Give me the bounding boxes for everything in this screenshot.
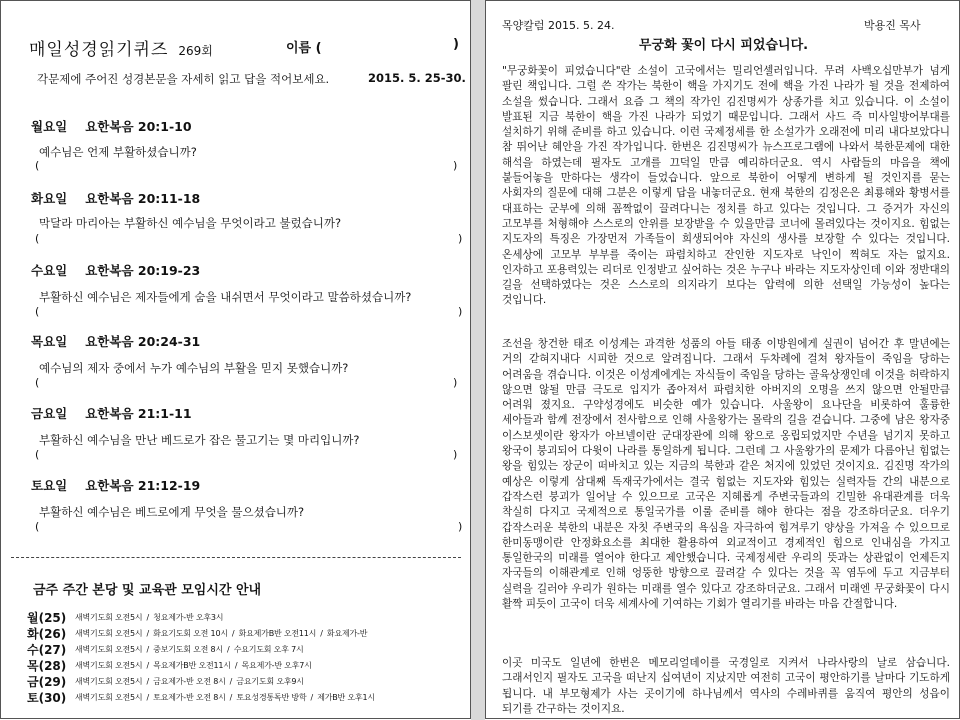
schedule-day: 수(27) — [27, 643, 67, 657]
column-page — [485, 0, 960, 719]
column-label: 목양칼럼 2015. 5. 24. — [502, 19, 615, 32]
column-paragraph: "무궁화꽃이 피었습니다"란 소설이 고국에서는 밀리언셀러입니다. 무려 사백오십만부가 넘게 팔린 책입니다. 그럴 쓴 작가는 북한이 핵을 가지기도 전에 핵을 가진 나라가 될 것을 전제하여 소설을 썼습니다. 그래서 요즘 그 책의 작가인 김진명씨가 상종가를 치고 있습니다. 이 소설이 발표된 지금 북한이 핵을 가진 나라가 되었기 때문입니다. 그래서 사드 즉 미사일방어부대를 설치하기 위해 준비를 하고 있습니다. 이런 국제정세를 한 소설가가 오래전에 미리 내다보았다니 참 뛰어난 혜안을 가진 작가입니다. 한번은 김진명씨가 뉴스프로그램에 나와서 북한문제에 대한 해석을 하였는데 필자도 고개를 끄덕일 만큼 예리하더군요. 역시 사람들의 마음을 책에 붙들어놓을 만하다는 생각이 들었습니다. 앞으로 북한이 어떻게 변하게 될 것인지를 묻는 사회자의 질문에 대해 그분은 이렇게 답을 내놓더군요. 현재 북한의 김정은은 최룡해와 황병서를 대표하는 군부에 의해 꼼짝없이 끌려다니는 정치를 하고 있다는 것입니다. 그 증거가 자신의 고모부를 처형해야 스스로의 안위를 보장받을 수 있을만큼 코너에 몰려있다는 것이지요. 힘없는 지도자의 특징은 가장먼저 가족들이 희생되어야 자신의 생사를 보장할 수 있다는 것입니다. 온세상에 고모부 부부를 죽이는 파렴치하고 잔인한 지도자로 낙인이 찍혀도 자는 없지요. 인자하고 포용력있는 리더로 인정받고 싶어하는 것은 누구나 바라는 지도자상인데 이와 정반대의 길을 선택하였다는 것은 스스로의 의지라기 보다는 압력에 의한 선택일 가능성이 높다는 것입니다. — [502, 65, 950, 307]
answer-paren-open: ( — [35, 376, 40, 389]
schedule-item: 중보기도회 오전 8시 — [153, 645, 223, 654]
day-heading — [31, 117, 192, 135]
column-paragraph: 이곳 미국도 일년에 한번은 메모리얼데이를 국경일로 지켜서 나라사랑의 날로 삼습니다. 그래서인지 필자도 고국을 떠난지 십여년이 지났지만 여전히 고국이 평안하기를 날마다 기도하게 됩니다. 내 부모형제가 사는 곳이기에 하나님께서 역사의 수레바퀴를 움직여 평안의 성읍이 되기를 간구하는 것이지요. — [502, 657, 950, 715]
column-paragraph: 조선을 창건한 태조 이성계는 과격한 성품의 아들 태종 이방원에게 실권이 넘어간 후 말년에는 거의 갇혀지내다 시피한 것으로 알려집니다. 그래서 두차례에 걸쳐 왕자들이 죽임을 당하는 어려움을 겪습니다. 이것은 이성계에게는 자식들이 죽임을 당하는 골육상쟁인데 이것을 허락하지 않으면 않될 만큼 극도로 입지가 좁아져서 파렴치한 아버지의 오명을 쓰지 않으면 안될만큼 어려워 졌지요. 구약성경에도 비슷한 예가 있습니다. 사울왕이 요나단을 비롯하여 훌륭한 세아들과 함께 전장에서 전사함으로 인해 사울왕가는 몰락의 길을 걷습니다. 그중에 남은 왕자중 이스보셋이란 왕자가 아브넬이란 군대장관에 의해 왕으로 옹립되었지만 수년을 넘기지 못하고 왕국이 붕괴되어 다윗이 나라를 통일하게 됩니다. 그런데 그 사울왕가의 문제가 다름아닌 힘없는 왕을 힘있는 장군이 떠바치고 있는 지금의 북한과 같은 처지에 있었던 것이지요. 김진명 작가의 예상은 이렇게 삼대째 독재국가에서는 결국 힘없는 지도자와 힘있는 실력자들 간의 내분으로 갑작스런 붕괴가 일어날 수 있으므로 고국은 지혜롭게 주변국들과의 긴밀한 유대관계를 더욱 착실히 다지고 국제적으로 통일국가를 이룰 준비를 해야 한다는 점을 강조하더군요. 더우기 갑작스러운 북한의 내분은 자칫 주변국의 욕심을 자극하여 힘겨루기 양상을 가져올 수 있으므로 한미동맹이란 안정화요소를 최대한 활용하여 외교적이고 경제적인 힘으로 인내심을 가지고 통일한국의 미래를 열어야 한다고 제안했습니다. 국제정세란 우리의 뜻과는 상관없이 언제든지 자국들의 이해관계로 인해 엉뚱한 방향으로 끌려갈 수 있다는 것을 꼭 염두에 두고 지금부터 실력을 길러야 우리가 원하는 미래를 열수 있다고 강조하더군요. 그래서 미래엔 무궁화꽃이 다시 활짝 피듯이 고국이 더욱 세계사에 기여하는 기회가 열리기를 바라는 마음 간절합니다. — [502, 338, 950, 611]
day-label: 토요일 — [31, 478, 68, 493]
schedule-item: 화요제가-반 — [326, 629, 368, 638]
question: 예수님은 언제 부활하셨습니까? — [39, 145, 197, 159]
answer-paren-close: ) — [458, 305, 463, 318]
quiz-title — [29, 35, 213, 60]
day-label: 화요일 — [31, 191, 68, 206]
day-label: 금요일 — [31, 406, 68, 421]
answer-paren-close: ) — [453, 376, 458, 389]
schedule-item: 금요기도회 오후9시 — [236, 677, 304, 686]
section-divider — [11, 557, 461, 558]
schedule-row: 토(30) 새벽기도회 오전5시 / 토요제가-반 오전 8시 / 토요성경통독반 방학 / 제가B반 오후1시 — [27, 691, 375, 705]
schedule-title: 금주 주간 본당 및 교육관 모임시간 안내 — [33, 583, 262, 598]
schedule-row: 수(27) 새벽기도회 오전5시 / 중보기도회 오전 8시 / 수요기도회 오후 7시 — [27, 643, 304, 657]
schedule-item: 새벽기도회 오전5시 — [75, 629, 143, 638]
day-heading — [31, 404, 192, 422]
schedule-item: 수요기도회 오후 7시 — [233, 645, 304, 654]
day-label: 월요일 — [31, 119, 68, 134]
day-heading — [31, 332, 200, 350]
answer-paren-open: ( — [35, 305, 40, 318]
quiz-page — [0, 0, 471, 719]
schedule-item: 화요기도회 오전 10시 — [153, 629, 228, 638]
question: 막달라 마리아는 부활하신 예수님을 무엇이라고 불렀습니까? — [39, 216, 342, 230]
schedule-day: 화(26) — [27, 627, 67, 641]
answer-paren-close: ) — [453, 159, 458, 172]
question: 부활하신 예수님은 제자들에게 숨을 내쉬면서 무엇이라고 말씀하셨습니까? — [39, 290, 412, 304]
schedule-item: 새벽기도회 오전5시 — [75, 645, 143, 654]
name-label: 이름 ( — [286, 41, 322, 56]
schedule-item: 목요제가-반 오후7시 — [241, 661, 312, 670]
question: 부활하신 예수님을 만난 베드로가 잡은 물고기는 몇 마리입니까? — [39, 433, 360, 447]
scripture-ref: 요한복음 20:1-10 — [85, 119, 192, 134]
day-heading — [31, 261, 200, 279]
answer-paren-close: ) — [453, 448, 458, 461]
answer-paren-close: ) — [458, 520, 463, 533]
schedule-day: 목(28) — [27, 659, 67, 673]
scripture-ref: 요한복음 20:19-23 — [85, 263, 201, 278]
schedule-item: 화요제가B반 오전11시 — [238, 629, 317, 638]
answer-paren-open: ( — [35, 448, 40, 461]
quiz-title-text: 매일성경읽기퀴즈 — [29, 40, 169, 60]
schedule-item: 새벽기도회 오전5시 — [75, 613, 143, 622]
quiz-number: 269회 — [178, 44, 213, 58]
schedule-item: 목요제가B반 오전11시 — [153, 661, 231, 670]
scripture-ref: 요한복음 20:11-18 — [85, 191, 201, 206]
quiz-instruction: 각문제에 주어진 성경본문을 자세히 읽고 답을 적어보세요. — [37, 72, 330, 86]
page-gap — [471, 0, 485, 720]
day-label: 수요일 — [31, 263, 68, 278]
day-heading — [31, 476, 200, 494]
schedule-day: 토(30) — [27, 691, 67, 705]
schedule-row: 화(26) 새벽기도회 오전5시 / 화요기도회 오전 10시 / 화요제가B반 오전11시 / 화요제가-반 — [27, 627, 368, 641]
schedule-item: 청요제가-반 오후3시 — [153, 613, 224, 622]
column-author: 박용진 목사 — [864, 19, 921, 32]
question: 부활하신 예수님은 베드로에게 무엇을 물으셨습니까? — [39, 505, 305, 519]
schedule-item: 새벽기도회 오전5시 — [75, 693, 143, 702]
schedule-item: 새벽기도회 오전5시 — [75, 677, 143, 686]
schedule-item: 새벽기도회 오전5시 — [75, 661, 143, 670]
schedule-item: 토요제가-반 오전 8시 — [153, 693, 226, 702]
question: 예수님의 제자 중에서 누가 예수님의 부활을 믿지 못했습니까? — [39, 361, 349, 375]
schedule-item: 금요제가-반 오전 8시 — [153, 677, 226, 686]
answer-paren-open: ( — [35, 159, 40, 172]
day-label: 목요일 — [31, 334, 68, 349]
column-title: 무궁화 꽃이 다시 피었습니다. — [638, 38, 809, 53]
name-close-paren: ) — [453, 37, 459, 52]
schedule-row: 금(29) 새벽기도회 오전5시 / 금요제가-반 오전 8시 / 금요기도회 오후9시 — [27, 675, 304, 689]
schedule-row: 월(25) 새벽기도회 오전5시 / 청요제가-반 오후3시 — [27, 611, 224, 625]
scripture-ref: 요한복음 20:24-31 — [85, 334, 201, 349]
day-heading — [31, 189, 200, 207]
schedule-day: 월(25) — [27, 611, 67, 625]
quiz-date: 2015. 5. 25-30. — [368, 71, 466, 85]
answer-paren-open: ( — [35, 520, 40, 533]
schedule-item: 토요성경통독반 방학 — [236, 693, 307, 702]
scripture-ref: 요한복음 21:1-11 — [85, 406, 192, 421]
scripture-ref: 요한복음 21:12-19 — [85, 478, 201, 493]
answer-paren-close: ) — [458, 232, 463, 245]
answer-paren-open: ( — [35, 232, 40, 245]
schedule-day: 금(29) — [27, 675, 67, 689]
schedule-row: 목(28) 새벽기도회 오전5시 / 목요제가B반 오전11시 / 목요제가-반 오후7시 — [27, 659, 312, 673]
schedule-item: 제가B반 오후1시 — [317, 693, 375, 702]
